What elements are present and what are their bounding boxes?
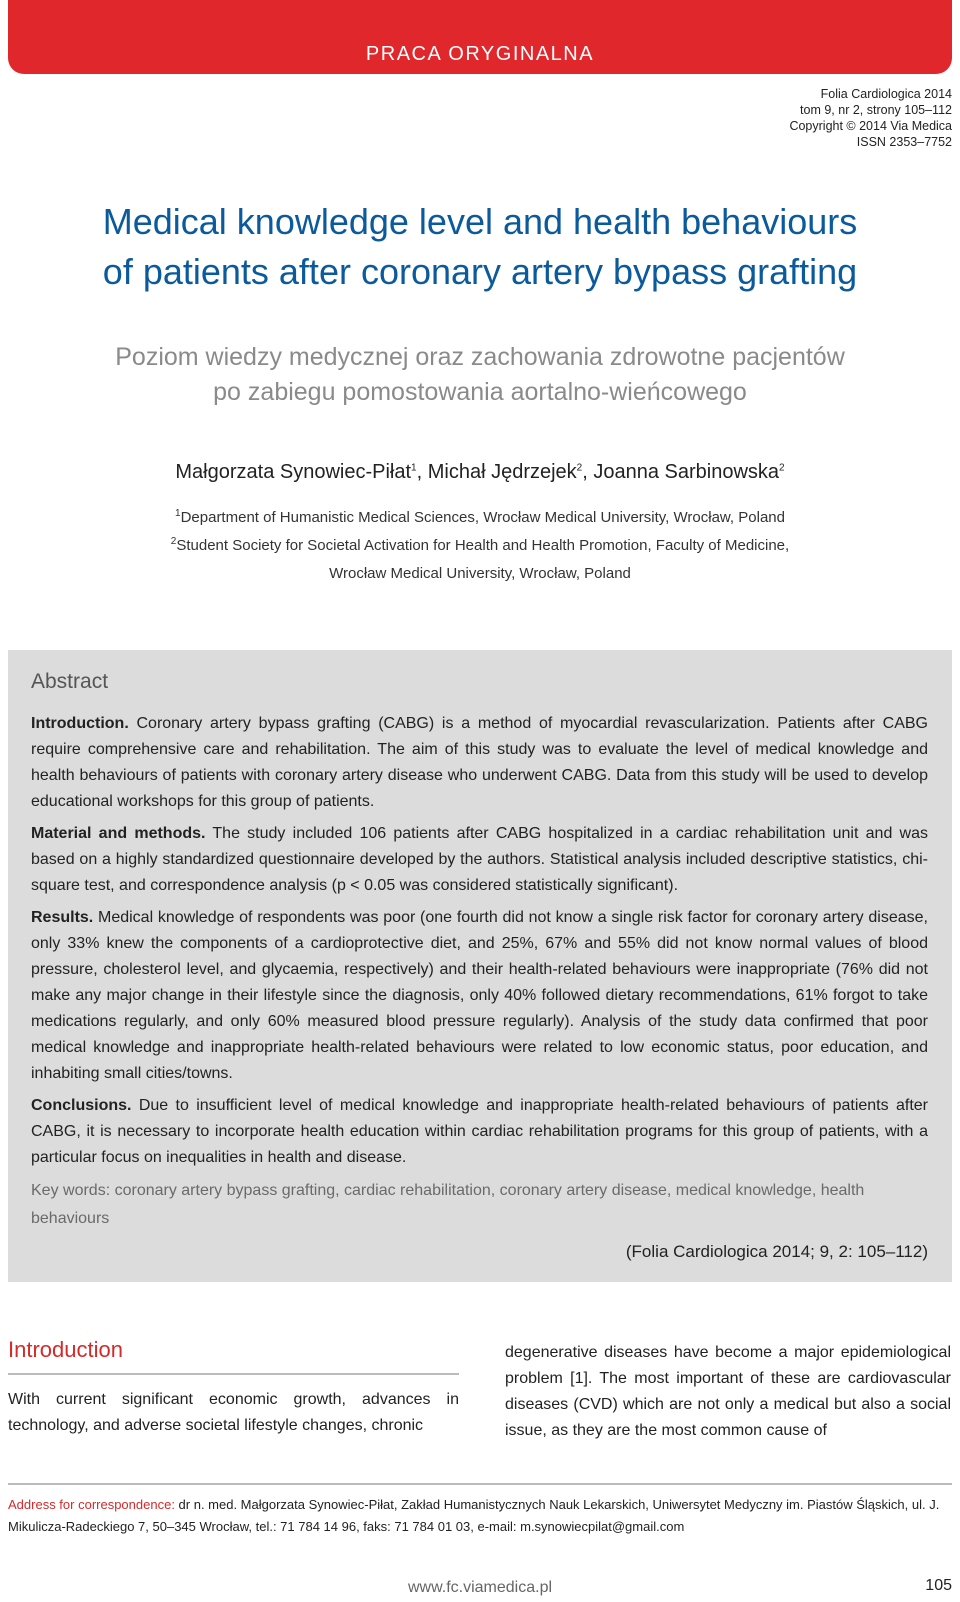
section-banner <box>8 0 952 74</box>
body-column-left <box>8 1335 459 1439</box>
affiliation-text: Student Society for Societal Activation for Health and Health Promotion, Faculty of Medicine, <box>176 537 790 554</box>
affiliations <box>0 504 960 588</box>
author-separator: , <box>582 461 594 483</box>
author-list <box>0 458 960 486</box>
affiliation-number: 1 <box>175 508 181 519</box>
author-affiliation-mark: 2 <box>779 462 785 474</box>
author-name: Małgorzata Synowiec-Piłat <box>175 461 412 483</box>
abstract-methods <box>31 821 928 899</box>
body-column-right <box>505 1340 951 1444</box>
abstract-box <box>8 650 952 1282</box>
correspondence-label: Address for correspondence: <box>8 1497 175 1512</box>
abstract-introduction-label: Introduction. <box>31 715 129 732</box>
abstract-results-text: Medical knowledge of respondents was poor (one fourth did not know a single risk factor for coronary artery disease, only 33% knew the components of a cardioprotective diet, and 25%, 67% and 55% did not know normal values of blood pressure, cholesterol level, and glycaemia, respectively) and their health-related behaviours were inappropriate (76% did not make any major change in their lifestyle since the diagnosis, only 40% followed dietary recommendations, 61% forgot to take medications regularly, and only 60% measured blood pressure regularly). Analysis of the study data confirmed that poor medical knowledge and inappropriate health-related behaviours were related to low economic status, poor education, and inhabiting small cities/towns. <box>31 909 928 1082</box>
journal-website: www.fc.viamedica.pl <box>407 1579 553 1596</box>
abstract-results <box>31 905 928 1087</box>
author-name: Joanna Sarbinowska <box>593 461 780 483</box>
affiliation-2-continued: Wrocław Medical University, Wrocław, Poland <box>329 565 631 582</box>
affiliation-1 <box>0 504 960 532</box>
journal-name: Folia Cardiologica 2014 <box>820 87 952 101</box>
title-line-2: of patients after coronary artery bypass grafting <box>102 251 858 292</box>
subtitle-line-2: po zabiegu pomostowania aortalno-wieńcowego <box>213 378 747 406</box>
subtitle-line-1: Poziom wiedzy medycznej oraz zachowania zdrowotne pacjentów <box>115 343 845 371</box>
article-subtitle <box>0 340 960 410</box>
abstract-results-label: Results. <box>31 909 94 926</box>
abstract-introduction <box>31 711 928 815</box>
author-name: Michał Jędrzejek <box>427 461 577 483</box>
abstract-keywords: Key words: coronary artery bypass grafting, cardiac rehabilitation, coronary artery disease, medical knowledge, health behaviours <box>31 1182 865 1227</box>
abstract-conclusions-label: Conclusions. <box>31 1097 132 1114</box>
article-title <box>0 197 960 297</box>
abstract-heading: Abstract <box>31 670 109 693</box>
introduction-text-right: degenerative diseases have become a major epidemiological problem [1]. The most important of these are cardiovascular diseases (CVD) which are not only a medical but also a social issue, as they are the most common cause of <box>505 1344 951 1439</box>
introduction-text-left: With current significant economic growth, advances in technology, and adverse societal lifestyle changes, chronic <box>8 1391 459 1434</box>
journal-copyright: Copyright © 2014 Via Medica <box>789 119 952 133</box>
journal-issn: ISSN 2353–7752 <box>856 135 952 149</box>
correspondence-note <box>8 1494 952 1538</box>
page-number: 105 <box>925 1577 952 1594</box>
footnote-divider <box>8 1483 952 1485</box>
journal-info <box>789 86 952 150</box>
abstract-citation: (Folia Cardiologica 2014; 9, 2: 105–112) <box>625 1242 928 1261</box>
abstract-conclusions <box>31 1093 928 1171</box>
journal-volume: tom 9, nr 2, strony 105–112 <box>800 103 952 117</box>
author-affiliation-mark: 2 <box>576 462 583 474</box>
abstract-methods-label: Material and methods. <box>31 825 206 842</box>
correspondence-text: dr n. med. Małgorzata Synowiec-Piłat, Zakład Humanistycznych Nauk Lekarskich, Uniwersytet Medyczny im. Piastów Śląskich, ul. J. Mikulicza-Radeckiego 7, 50–345 Wrocław, tel.: 71 784 14 96, faks: 71 784 01 03, e-mail: m.synowiecpilat@gmail.com <box>8 1497 940 1534</box>
abstract-conclusions-text: Due to insufficient level of medical knowledge and inappropriate health-related behaviours of patients after CABG, it is necessary to incorporate health education within cardiac rehabilitation programs for this group of patients, with a particular focus on inequalities in health and disease. <box>31 1097 928 1166</box>
abstract-methods-text: The study included 106 patients after CABG hospitalized in a cardiac rehabilitation unit and was based on a highly standardized questionnaire developed by the authors. Statistical analysis included descriptive statistics, chi-square test, and correspondence analysis (p < 0.05 was considered statistically significant). <box>31 825 929 894</box>
banner-label: PRACA ORYGINALNA <box>365 43 595 65</box>
affiliation-text: Department of Humanistic Medical Sciences, Wrocław Medical University, Wrocław, Poland <box>180 509 785 526</box>
author-affiliation-mark: 1 <box>411 462 417 474</box>
affiliation-2 <box>0 532 960 560</box>
title-line-1: Medical knowledge level and health behaviours <box>102 201 858 242</box>
affiliation-number: 2 <box>170 536 177 547</box>
author-separator: , <box>416 461 428 483</box>
introduction-heading: Introduction <box>8 1335 459 1375</box>
abstract-introduction-text: Coronary artery bypass grafting (CABG) is a method of myocardial revascularization. Patients after CABG require comprehensive care and rehabilitation. The aim of this study was to evaluate the level of medical knowledge and health behaviours of patients with coronary artery disease who underwent CABG. Data from this study will be used to develop educational workshops for this group of patients. <box>31 715 928 810</box>
